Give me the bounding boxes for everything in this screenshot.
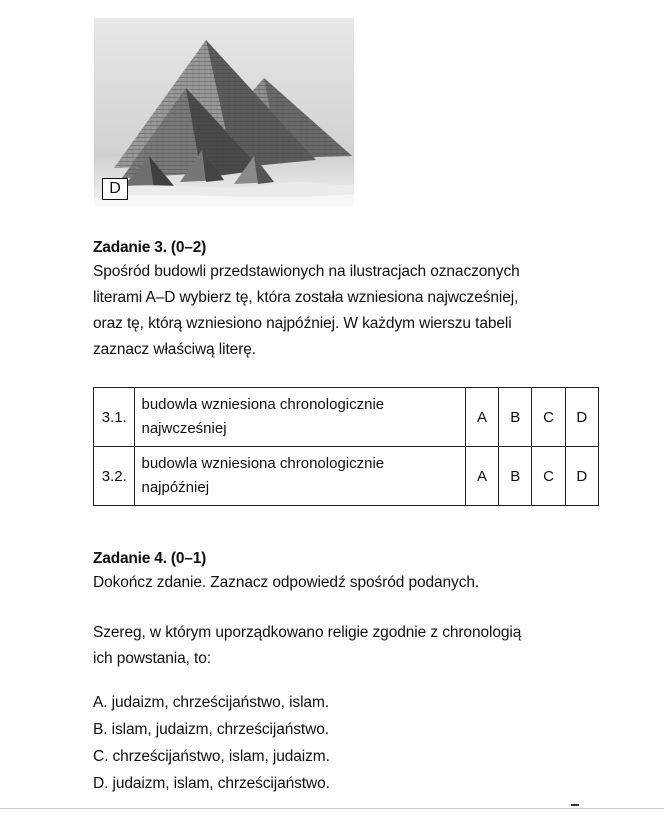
illustration-letter-label: D	[102, 178, 128, 200]
task-4-question	[93, 620, 613, 672]
table-row	[94, 388, 599, 447]
answer-option-c[interactable]: C. chrześcijaństwo, islam, judaizm.	[93, 748, 330, 765]
task-3-instruction-line: literami A–D wybierz tę, która została wzniesiona najwcześniej,	[93, 289, 519, 306]
task-3-instruction-line: zaznacz właściwą literę.	[93, 341, 256, 358]
task-3-answer-table	[93, 387, 599, 506]
answer-option-d[interactable]: D. judaizm, islam, chrześcijaństwo.	[93, 775, 330, 792]
answer-option-b[interactable]: B. islam, judaizm, chrześcijaństwo.	[93, 721, 329, 738]
task-4-answer-list	[93, 689, 330, 797]
task-3-instruction	[93, 259, 613, 363]
task-4-question-line: ich powstania, to:	[93, 650, 211, 667]
row-description	[135, 447, 465, 506]
page-edge-mark	[571, 804, 579, 806]
row-description	[135, 388, 465, 447]
option-d-cell[interactable]: D	[565, 388, 598, 447]
row-description-line: najwcześniej	[141, 420, 227, 437]
row-description-line: budowla wzniesiona chronologicznie	[141, 455, 385, 472]
option-c-cell[interactable]: C	[532, 447, 565, 506]
task-3-instruction-line: Spośród budowli przedstawionych na ilustracjach oznaczonych	[93, 263, 520, 280]
pyramids-illustration	[94, 18, 354, 206]
task-4-instruction	[93, 570, 613, 596]
row-number: 3.1.	[94, 388, 135, 447]
row-description-line: najpóźniej	[141, 479, 210, 496]
row-number: 3.2.	[94, 447, 135, 506]
pyramids-photo-graphic	[94, 18, 354, 206]
table-row	[94, 447, 599, 506]
task-4-instruction-line: Dokończ zdanie. Zaznacz odpowiedź spośród podanych.	[93, 574, 480, 591]
option-d-cell[interactable]: D	[565, 447, 598, 506]
option-a-cell[interactable]: A	[465, 447, 498, 506]
option-a-cell[interactable]: A	[465, 388, 498, 447]
task-3-title: Zadanie 3. (0–2)	[93, 239, 207, 256]
row-description-line: budowla wzniesiona chronologicznie	[141, 396, 385, 413]
option-c-cell[interactable]: C	[532, 388, 565, 447]
option-b-cell[interactable]: B	[499, 447, 532, 506]
option-b-cell[interactable]: B	[499, 388, 532, 447]
task-4-title: Zadanie 4. (0–1)	[93, 550, 207, 567]
task-4-question-line: Szereg, w którym uporządkowano religie zgodnie z chronologią	[93, 624, 522, 641]
page-bottom-divider	[0, 808, 664, 809]
answer-option-a[interactable]: A. judaizm, chrześcijaństwo, islam.	[93, 694, 329, 711]
task-3-instruction-line: oraz tę, którą wzniesiono najpóźniej. W każdym wierszu tabeli	[93, 315, 512, 332]
